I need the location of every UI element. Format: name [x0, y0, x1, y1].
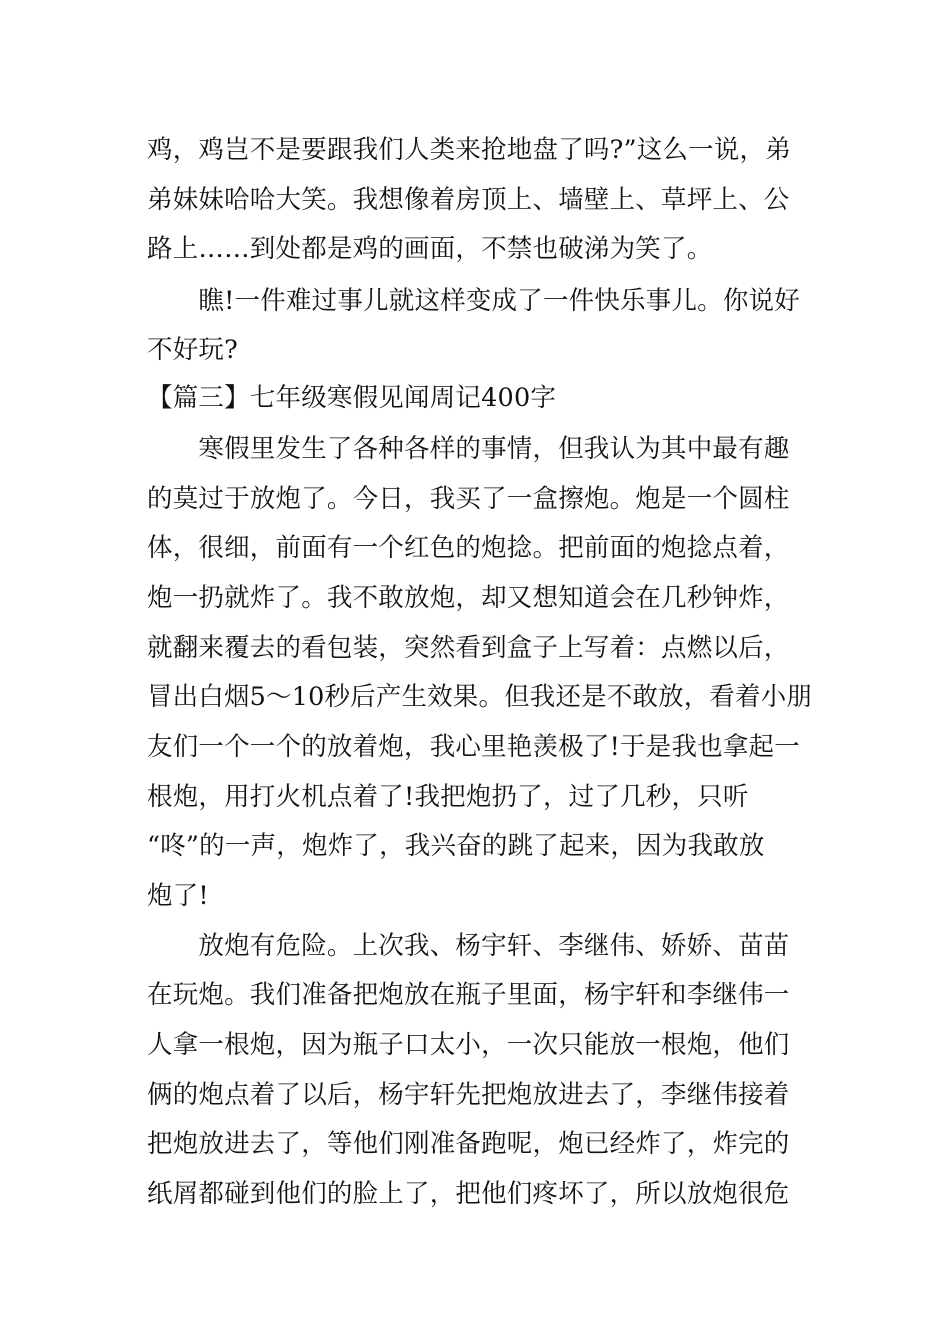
text-line: 友们一个一个的放着炮，我心里艳羡极了!于是我也拿起一: [147, 732, 800, 762]
text-line: 纸屑都碰到他们的脸上了，把他们疼坏了，所以放炮很危: [147, 1179, 790, 1209]
text-line: 路上……到处都是鸡的画面，不禁也破涕为笑了。: [147, 234, 713, 264]
text-line: 的莫过于放炮了。今日，我买了一盒擦炮。炮是一个圆柱: [147, 484, 790, 514]
section-heading: 【篇三】七年级寒假见闻周记400字: [147, 383, 557, 413]
text-line: 在玩炮。我们准备把炮放在瓶子里面，杨宇轩和李继伟一: [147, 980, 790, 1010]
text-line: 寒假里发生了各种各样的事情，但我认为其中最有趣: [147, 434, 790, 464]
text-line: 体，很细，前面有一个红色的炮捻。把前面的炮捻点着，: [147, 533, 790, 563]
text-line: 炮了!: [147, 881, 209, 911]
text-line: 把炮放进去了，等他们刚准备跑呢，炮已经炸了，炸完的: [147, 1129, 790, 1159]
text-line: 人拿一根炮，因为瓶子口太小，一次只能放一根炮，他们: [147, 1030, 790, 1060]
text-line: 放炮有危险。上次我、杨宇轩、李继伟、娇娇、苗苗: [147, 931, 790, 961]
text-line: 冒出白烟5～10秒后产生效果。但我还是不敢放，看着小朋: [147, 682, 813, 712]
text-line: 瞧!一件难过事儿就这样变成了一件快乐事儿。你说好: [147, 286, 800, 316]
text-line: 就翻来覆去的看包装，突然看到盒子上写着：点燃以后，: [147, 633, 790, 663]
text-line: 鸡，鸡岂不是要跟我们人类来抢地盘了吗?”这么一说，弟: [147, 135, 791, 165]
text-line: 炮一扔就炸了。我不敢放炮，却又想知道会在几秒钟炸，: [147, 583, 790, 613]
text-line: “咚”的一声，炮炸了，我兴奋的跳了起来，因为我敢放: [147, 831, 765, 861]
text-line: 弟妹妹哈哈大笑。我想像着房顶上、墙壁上、草坪上、公: [147, 185, 790, 215]
text-line: 俩的炮点着了以后，杨宇轩先把炮放进去了，李继伟接着: [147, 1080, 790, 1110]
text-line: 不好玩?: [147, 335, 238, 365]
text-line: 根炮，用打火机点着了!我把炮扔了，过了几秒，只听: [147, 782, 749, 812]
